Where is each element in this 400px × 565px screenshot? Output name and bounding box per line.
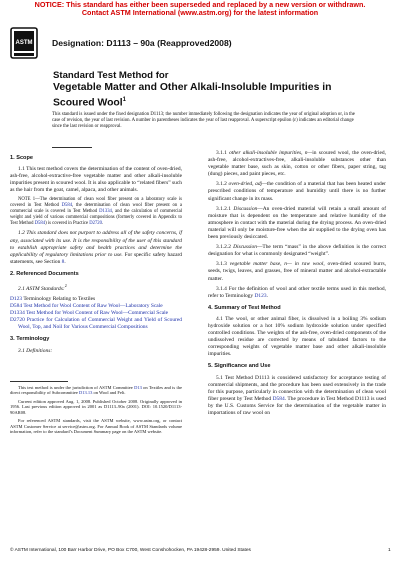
para-4-1: 4.1 The wool, or other animal fiber, is dissolved in a boiling 3% sodium hydroxide solution or a hot 10% sodium hydroxide solution under specified controlled conditions. The weights of the ash-free, oven-dried components of the undissolved residue are corrected by means of tabulated factors to the corresponding weights of vegetable matter base and other alkali-insoluble impurities.	[208, 315, 386, 358]
note-1-text-a: NOTE 1—The determination of clean wool fiber present on a laboratory scale is covered in Test Method	[10, 197, 182, 209]
para-1-2-text-b: For specific safety hazard statements, see Section	[10, 251, 183, 265]
para-text-end: .	[266, 292, 268, 299]
definition: oven-dried scoured burrs, seeds, twigs, leaves, and grasses, free of mineral matter and alcohol-extractable matter.	[208, 261, 387, 282]
note-1	[10, 197, 182, 227]
page-footer	[10, 548, 391, 553]
para-2-1	[10, 282, 182, 293]
title-footnote-marker: 1	[122, 96, 127, 103]
ref-title: Test Method for Wool Content of Raw Wool—Laboratory Scale	[22, 303, 163, 310]
note-1-text-d: ) is covered in Practice	[45, 221, 90, 227]
astm-logo-icon	[10, 27, 38, 63]
notice-line-2: Contact ASTM International (www.astm.org) for the latest information	[81, 8, 319, 17]
para-num: 3.1.2.2	[216, 244, 234, 251]
left-column	[10, 150, 182, 438]
section-1-heading: 1. Scope	[10, 155, 34, 161]
notice-line-1: NOTICE: This standard has either been superseded and replaced by a new version or withdrawn.	[34, 0, 366, 9]
ref-link-d584[interactable]: D584	[34, 221, 46, 227]
para-3-1-4	[208, 286, 386, 300]
ref-link-d123[interactable]: D123	[10, 295, 23, 302]
copyright: © ASTM International, 100 Barr Harbor Drive, PO Box C700, West Conshohocken, PA 19428-2959. United States	[10, 548, 251, 553]
ref-link-d1334[interactable]: D1334	[99, 209, 112, 215]
note-1-text-e: .	[101, 221, 104, 227]
note-1-text-c: , and the calculation of commercial weight and yield of various commercial compositions (formerly covered in Appendix to Test Method	[10, 209, 182, 227]
para-3-1-3	[208, 261, 386, 282]
ref-link-d584[interactable]: D584	[10, 303, 23, 310]
divider	[52, 147, 92, 148]
document-title	[53, 70, 353, 109]
ref-link-d123[interactable]: D123	[254, 292, 267, 299]
ref-title: Terminology Relating to Textiles	[22, 295, 96, 302]
term: oven-dried, adj—	[228, 181, 267, 188]
definition: the condition of a material that has been heated under prescribed conditions of temperature and humidity until there is no further significant change in its mass.	[208, 181, 386, 202]
fn-1-text-c: on Wool and Felt.	[92, 390, 126, 396]
para-2-1-text: 2.1 ASTM Standards:	[18, 285, 65, 292]
para-3-1: 3.1 Definitions:	[18, 347, 53, 354]
para-num: 3.1.3	[216, 261, 230, 268]
ref-link-d584[interactable]: D584	[61, 203, 73, 209]
subcommittee-link[interactable]: D13.13	[79, 390, 93, 396]
footnote-2-marker: 2	[64, 283, 67, 289]
committee-link[interactable]: D13	[134, 384, 142, 390]
designation: Designation: D1113 – 90a (Reapproved2008)	[52, 38, 232, 48]
svg-text:ASTM: ASTM	[15, 40, 33, 46]
ref-item	[10, 317, 182, 331]
para-1-2-text-a: 1.2 This standard does not purport to address all of the safety concerns, if any, associated with its use. It is the responsibility of the user of this standard to establish appropriate safety and health practices and determine the applicability of regulatory limitations prior to use.	[10, 230, 182, 258]
title-line-1: Standard Test Method for	[53, 70, 169, 81]
footnote-1	[10, 385, 182, 396]
para-5-1	[208, 375, 386, 418]
para-num: 3.1.1	[216, 150, 230, 156]
definition: —The term “mass” in the above definition is the correct designation for what is commonly designated “weight”.	[208, 244, 386, 258]
para-text: 5.1 Test Method D1113 is considered satisfactory for acceptance testing of commercial shipments, and the procedure has been used extensively in the trade for this purpose, particularly in connection with the determination of clean wool fiber present by Test Method	[208, 374, 386, 402]
ref-link-d584[interactable]: D584	[272, 395, 285, 402]
ref-link-d1334[interactable]: D1334	[10, 310, 25, 317]
section-2-heading: 2. Referenced Documents	[10, 270, 79, 277]
note-1-text-b: , the determination of clean wool fiber present on a commercial scale is covered in Test Method	[10, 203, 182, 215]
title-line-3-text: Scoured Wool	[53, 97, 123, 109]
para-text-end: . The procedure in Test Method D1113 is used by the U.S. Customs Service for the determination of the vegetable matter in importations of raw wool on	[208, 395, 386, 416]
para-3-1-2-1	[208, 206, 386, 241]
para-3-1-2	[208, 181, 386, 202]
definition: —An oven-dried material will retain a small amount of moisture that is dependent on the temperature and relative humidity of the atmosphere in contact with the material during the drying process. An oven-dried material will only be moisture-free when the air supplied to the drying oven has been previously desiccated.	[208, 205, 387, 241]
para-text: 3.1.4 For the definition of wool and other textile terms used in this method, refer to Terminology	[208, 285, 386, 299]
fn-1-text-b: on Textiles and is the direct responsibility of Subcommittee	[10, 384, 182, 396]
footnote-divider	[10, 381, 68, 382]
intro-text: This standard is issued under the fixed designation D1113; the number immediately following the designation indicates the year of original adoption or, in the case of revision, the year of last revision. A number in parentheses indicates the year of last reapproval. A superscript epsilon (ε) indicates an editorial change since the last revision or reapproval.	[52, 112, 355, 130]
para-1-2	[10, 230, 182, 265]
term: Discussion	[233, 244, 257, 251]
section-3-heading: 3. Terminology	[10, 336, 50, 343]
right-column	[208, 150, 386, 420]
para-3-1-1	[208, 150, 386, 178]
ref-item	[10, 296, 182, 303]
section-5-heading: 5. Significance and Use	[208, 363, 271, 370]
footnote-2: For referenced ASTM standards, visit the ASTM website, www.astm.org, or contact ASTM Customer Service at service@astm.org. For Annual Book of ASTM Standards volume information, refer to the standard’s Document Summary page on the ASTM website.	[10, 418, 182, 435]
title-line-3	[53, 94, 353, 109]
fn-1-text-a: This test method is under the jurisdiction of ASTM Committee	[18, 384, 135, 390]
term: vegetable matter base, n— in raw wool,	[229, 261, 325, 268]
ref-title: Practice for Calculation of Commercial Weight and Yield of Scoured Wool, Top, and Noil for Various Commercial Compositions	[18, 317, 182, 331]
term: Discussion	[233, 205, 258, 212]
ref-title: Test Method for Wool Content of Raw Wool—Commercial Scale	[24, 310, 169, 317]
ref-link-section-8[interactable]: 8	[61, 258, 65, 265]
para-1-2-text-c: .	[64, 258, 66, 265]
notice-banner	[0, 1, 400, 17]
para-num: 3.1.2.1	[216, 205, 234, 212]
page-number: 1	[388, 548, 391, 553]
term: other alkali-insoluble impurities, n—	[229, 150, 313, 156]
para-3-1-2-2	[208, 244, 386, 258]
section-4-heading: 4. Summary of Test Method	[208, 304, 281, 311]
title-line-2: Vegetable Matter and Other Alkali-Insoluble Impurities in	[53, 81, 332, 93]
footnote-1-edition: Current edition approved Aug. 1, 2008. Published October 2008. Originally approved in 1956. Last previous edition approved in 2001 as D1113–90a (2001). DOI: 10.1520/D1113-90AR08.	[10, 398, 182, 415]
ref-link-d2720[interactable]: D2720	[89, 221, 102, 227]
ref-link-d2720[interactable]: D2720	[10, 317, 25, 324]
definition: in scoured wool, the oven-dried, ash-free, alcohol-extractives-free, alkali-insoluble substances other than vegetable matter base, such as skin, cotton or other fibers, paper string, tag (dung) pieces, and paint pieces, etc.	[208, 150, 386, 178]
para-1-1: 1.1 This test method covers the determination of the content of oven-dried, ash-free, alcohol-extractive-free vegetable matter and other alkali-insoluble impurities present in scoured wool. It is also applicable to “related fibers” such as the hair from the goat, camel, alpaca, and other animals.	[10, 166, 182, 194]
para-num: 3.1.2	[216, 181, 229, 188]
